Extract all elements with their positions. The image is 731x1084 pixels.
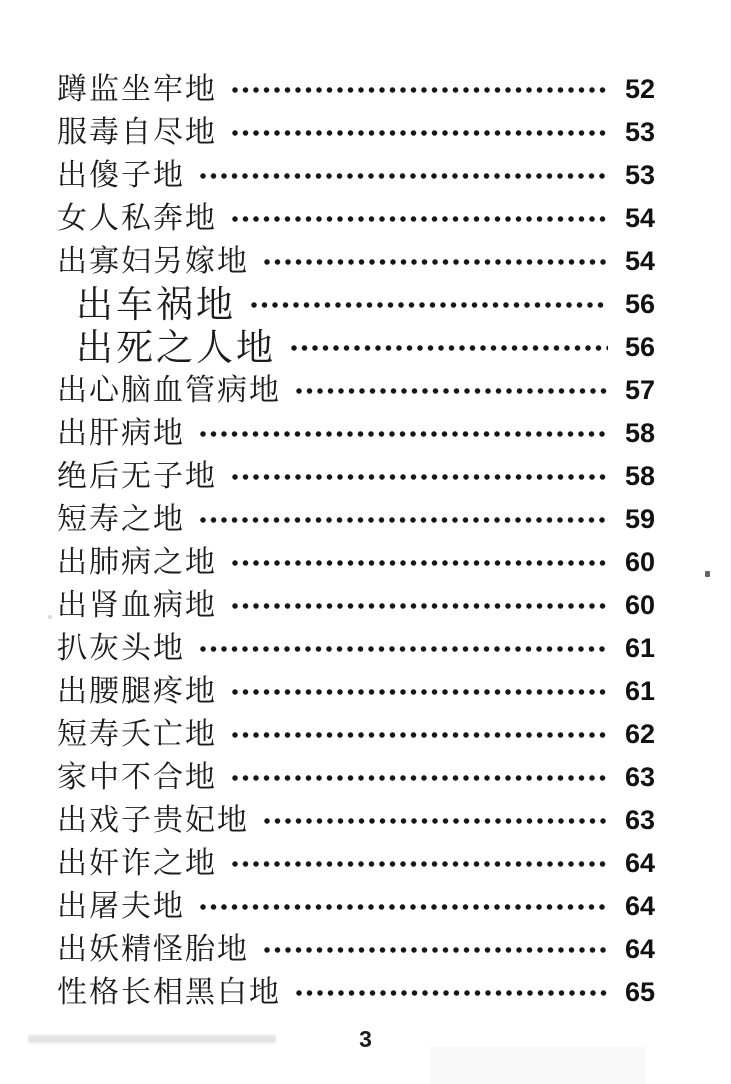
toc-entry-title: 出戏子贵妃地 — [57, 802, 249, 838]
toc-entry — [0, 971, 731, 1014]
toc-entry-page: 60 — [624, 590, 655, 620]
dot-leader — [198, 644, 608, 654]
dot-leader — [262, 945, 608, 955]
toc-entry — [0, 756, 731, 799]
toc-entry-title: 绝后无子地 — [57, 458, 217, 494]
toc-entry — [0, 541, 731, 584]
toc-entry-title: 出死之人地 — [76, 326, 276, 369]
toc-entry-page: 56 — [624, 332, 655, 362]
toc-entry — [0, 455, 731, 498]
dot-leader — [230, 730, 608, 740]
toc-entry-page: 64 — [624, 848, 655, 878]
toc-entry-page: 61 — [624, 676, 655, 706]
toc-entry-page: 52 — [624, 74, 655, 104]
dot-leader — [230, 773, 608, 783]
toc-entry — [0, 326, 731, 369]
toc-entry-page: 54 — [624, 203, 655, 233]
scan-artifact-stripe — [28, 1035, 276, 1043]
toc-entry — [0, 154, 731, 197]
dot-leader — [198, 171, 608, 181]
toc-entry-page: 63 — [624, 762, 655, 792]
scan-artifact-patch — [430, 1047, 646, 1084]
toc-entry-page: 56 — [624, 289, 655, 319]
toc-entry-title: 出奸诈之地 — [57, 845, 217, 881]
toc-entry — [0, 412, 731, 455]
toc-entry-title: 出心脑血管病地 — [57, 372, 281, 408]
dot-leader — [289, 343, 608, 353]
toc-entry — [0, 842, 731, 885]
toc-entry-title: 短寿之地 — [57, 501, 185, 537]
toc-entry-page: 57 — [624, 375, 655, 405]
toc-entry — [0, 68, 731, 111]
toc-entry — [0, 498, 731, 541]
dot-leader — [230, 558, 608, 568]
toc-entry-title: 服毒自尽地 — [57, 114, 217, 150]
toc-entry-title: 蹲监坐牢地 — [57, 71, 217, 107]
dot-leader — [294, 386, 608, 396]
dot-leader — [230, 472, 608, 482]
toc-entry — [0, 240, 731, 283]
scan-artifact-speck — [705, 571, 710, 577]
page-number: 3 — [359, 1026, 372, 1052]
dot-leader — [230, 601, 608, 611]
toc-entry-title: 出妖精怪胎地 — [57, 931, 249, 967]
toc-entry-title: 出肺病之地 — [57, 544, 217, 580]
dot-leader — [230, 85, 608, 95]
toc-entry — [0, 670, 731, 713]
toc-entry-title: 出肾血病地 — [57, 587, 217, 623]
toc-entry — [0, 111, 731, 154]
toc-entry-title: 扒灰头地 — [57, 630, 185, 666]
dot-leader — [230, 128, 608, 138]
toc-entry-page: 65 — [624, 977, 655, 1007]
toc-entry-page: 59 — [624, 504, 655, 534]
toc-entry-title: 出傻子地 — [57, 157, 185, 193]
toc-entry-page: 64 — [624, 934, 655, 964]
dot-leader — [198, 902, 608, 912]
dot-leader — [249, 300, 608, 310]
table-of-contents — [0, 68, 731, 1014]
toc-entry-title: 家中不合地 — [57, 759, 217, 795]
toc-entry-page: 58 — [624, 461, 655, 491]
toc-entry-page: 60 — [624, 547, 655, 577]
toc-entry — [0, 283, 731, 326]
toc-entry-page: 53 — [624, 117, 655, 147]
toc-entry — [0, 584, 731, 627]
toc-entry — [0, 369, 731, 412]
dot-leader — [230, 214, 608, 224]
dot-leader — [262, 257, 608, 267]
toc-entry-page: 63 — [624, 805, 655, 835]
toc-entry-title: 女人私奔地 — [57, 200, 217, 236]
toc-entry-title: 出屠夫地 — [57, 888, 185, 924]
toc-entry-page: 54 — [624, 246, 655, 276]
dot-leader — [198, 515, 608, 525]
dot-leader — [294, 988, 608, 998]
dot-leader — [198, 429, 608, 439]
toc-entry-title: 性格长相黑白地 — [57, 974, 281, 1010]
toc-entry-page: 64 — [624, 891, 655, 921]
toc-entry-title: 短寿夭亡地 — [57, 716, 217, 752]
toc-entry-title: 出腰腿疼地 — [57, 673, 217, 709]
toc-entry — [0, 885, 731, 928]
dot-leader — [262, 816, 608, 826]
toc-entry-title: 出肝病地 — [57, 415, 185, 451]
toc-entry — [0, 627, 731, 670]
toc-entry-page: 61 — [624, 633, 655, 663]
toc-entry — [0, 928, 731, 971]
toc-entry — [0, 713, 731, 756]
toc-entry — [0, 197, 731, 240]
toc-entry-title: 出车祸地 — [76, 283, 236, 326]
toc-entry-page: 62 — [624, 719, 655, 749]
toc-entry-page: 58 — [624, 418, 655, 448]
dot-leader — [230, 687, 608, 697]
dot-leader — [230, 859, 608, 869]
toc-entry-title: 出寡妇另嫁地 — [57, 243, 249, 279]
toc-entry-page: 53 — [624, 160, 655, 190]
toc-entry — [0, 799, 731, 842]
scan-artifact-speck-faint — [48, 615, 52, 619]
